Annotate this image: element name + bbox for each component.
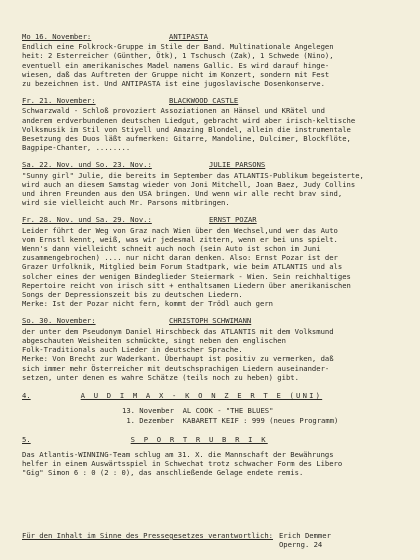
event-section	[22, 316, 406, 381]
event-title: JULIE PARSONS	[209, 160, 266, 170]
event-date: Sa. 22. Nov. und So. 23. Nov.:	[22, 160, 152, 170]
event-section	[22, 32, 406, 88]
concert-date: 1. Dezember KABARETT KEIF : 999 (neues Programm)	[122, 416, 339, 426]
sport-header	[22, 435, 406, 444]
footer-label: Für den Inhalt im Sinne des Pressegesetzes verantwortlich:	[22, 531, 273, 540]
concert-list	[122, 406, 406, 425]
sport-title: S P O R T R U B R I K	[130, 434, 268, 444]
event-section	[22, 96, 406, 152]
section-number: 5.	[22, 434, 31, 444]
event-header	[22, 32, 406, 41]
event-header	[22, 215, 406, 224]
event-description: Endlich eine Folkrock-Gruppe im Stile der Band. Multinationale Angelegen heit: 2 Esterreicher (Günther, Ötk), 1 Tschusch (Zak), 1 Schwede (Nino), eventuell ein amerikanisches Madel namens Gallic. Es wird darauf hinge- wiesen, daß das Auftreten der Gruppe nicht im Konzert, sondern mit Fest zu bezeichnen ist. Und ANTIPASTA ist eine jugoslavische Dosenkonserve.	[22, 42, 334, 89]
event-date: Fr. 28. Nov. und Sa. 29. Nov.:	[22, 215, 152, 225]
event-date: So. 30. November:	[22, 316, 96, 326]
event-header	[22, 160, 406, 169]
event-description: Leider führt der Weg von Graz nach Wien über den Wechsel,und wer das Auto vom Ernstl kennt, weiß, was wir jedesmal zittern, wenn er bei uns spielt. Wenn's dann vielleicht schneit auch noch (sein Auto ist schon im Juni zusammengebrochen) .... nur nicht daran denken. Also: Ernst Pozar ist der Grazer Urfolknik, Mitglied beim Forum Stadtpark, wie beim ATLANTIS und als solcher eines der wenigen Bindeglieder Steiermark - Wien. Sein reichhaltiges Repertoire reicht von irisch sitt + enthaltsamen Liedern über amerikanischen Songs der Depressionszeit bis zu deutschen Liedern. Merke: Ist der Pozar nicht fern, kommt der Trödl auch gern	[22, 225, 351, 309]
event-title: ERNST POZAR	[209, 215, 257, 225]
event-description: "Sunny girl" Julie, die bereits im September das ATLANTIS-Publikum begeisterte, wird auch an diesem Samstag wieder von Joni Mitchell, Joan Baez, Judy Collins und ihren Freunden aus den USA bringen. Und wenn wir alle recht brav sind, wird sie vielleicht auch Mr. Parsons mitbringen.	[22, 170, 364, 208]
event-date: Fr. 21. November:	[22, 96, 96, 106]
event-section	[22, 160, 406, 207]
event-header	[22, 316, 406, 325]
event-title: BLACKWOOD CASTLE	[169, 96, 239, 106]
sport-description: Das Atlantis-WINNING-Team schlug am 31. X. die Mannschaft der Bewährungs helfer in einem Auswärtsspiel in Schwechat trotz schwacher Form des Libero "Gig" Simon 6 : 0 (2 : 0), das anschließende Gelage endete remis.	[22, 449, 343, 478]
event-title: CHRISTOPH SCHWIMANN	[169, 316, 252, 326]
concert-date: 13. November AL COOK - "THE BLUES"	[122, 406, 274, 416]
max-konzerte-header	[22, 391, 406, 400]
max-konzerte-title: A U D I M A X - K O N Z E R T E (UNI)	[80, 390, 323, 400]
footer-name: Erich Demmer Operng. 24	[278, 531, 331, 550]
event-date: Mo 16. November:	[22, 32, 92, 41]
event-title: ANTIPASTA	[169, 32, 208, 41]
event-section	[22, 215, 406, 308]
event-description: der unter dem Pseudonym Daniel Hirschbeck das ATLANTIS mit dem Volksmund abgeschauten Weisheiten schmückte, singt neben den englischen Folk-Traditionals auch Lieder in deutscher Sprache. Merke: Von Brecht zur Waderkant. Überhaupt ist positiv zu vermerken, daß sich immer mehr Österreicher mit deutschsprachigen Liedern auseinander- setzen, unter denen es wahre Schätze (teils noch zu heben) gibt.	[22, 326, 334, 382]
event-description: Schwarzwald - Schloß provoziert Assoziationen an Hänsel und KRätel und anderem erdverbundenen deutschen Liedgut, gebracht wird aber irisch-keltische Volksmusik im Stil von Stiyell und Amazing Blondel, allein die instrumentale Besetzung des Duos läßt aufmerken: Gitarre, Mandoline, Dulcimer, Blockflöte, Bagpipe-Chanter, ........	[22, 106, 356, 153]
event-header	[22, 96, 406, 105]
footer	[22, 531, 331, 549]
section-number: 4.	[22, 390, 31, 400]
